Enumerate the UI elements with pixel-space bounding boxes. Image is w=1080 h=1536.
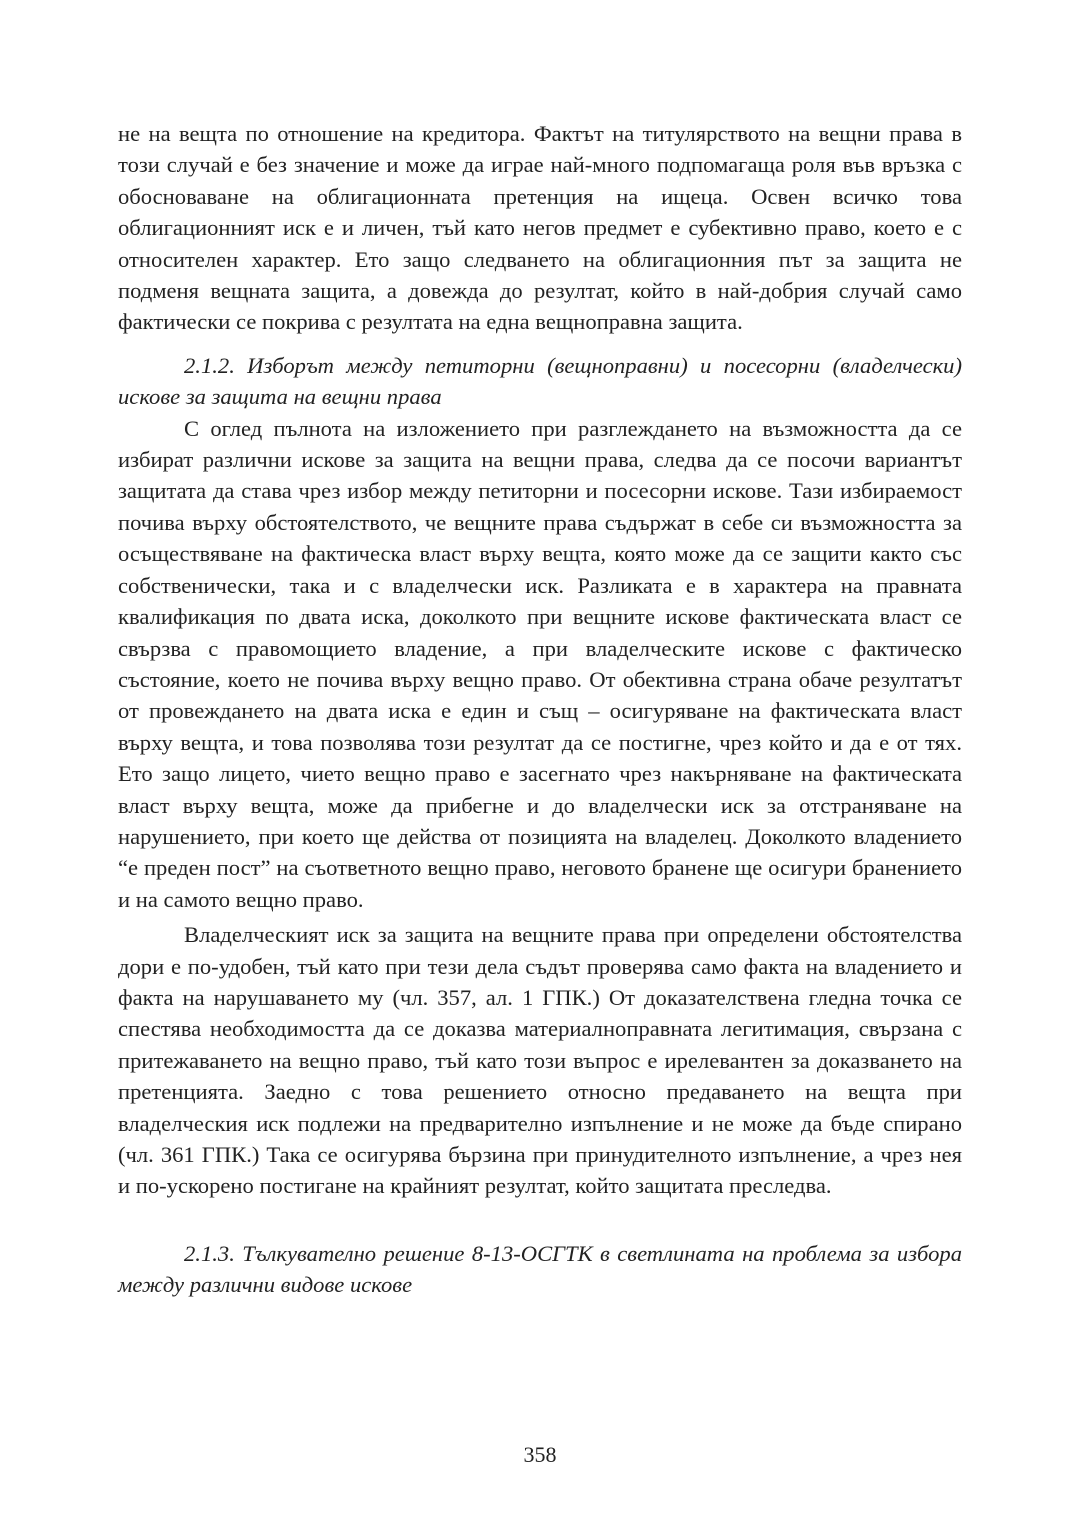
- page-body: [118, 118, 962, 1301]
- page-number: 358: [523, 1442, 557, 1467]
- body-paragraph: Владелческият иск за защита на вещните права при определени обстоятелства дори е по-удобен, тъй като при тези дела съдът проверява само факта на владението и факта на нарушаването му (чл. 357, ал. 1 ГПК.) От доказателствена гледна точка се спестява необходимостта да се доказва материалноправната легитимация, свързана с притежаването на вещно право, тъй като този въпрос е ирелевантен за доказването на претенцията. Заедно с това решението относно предаването на вещта при владелческия иск подлежи на предварително изпълнение и не може да бъде спирано (чл. 361 ГПК.) Така се осигурява бързина при принудителното изпълнение, а чрез нея и по-ускорено постигане на крайният резултат, който защитата преследва.: [118, 922, 962, 1199]
- section-heading: 2.1.2. Изборът между петиторни (вещноправни) и посесорни (владелчески) искове за защита на вещни права: [118, 352, 962, 410]
- section-heading: 2.1.3. Тълкувателно решение 8-13-ОСГТК в светлината на проблема за избора между различни видове искове: [118, 1240, 962, 1298]
- body-paragraph: С оглед пълнота на изложението при разглеждането на възможността да се избират различни искове за защита на вещни права, следва да се посочи вариантът защитата да става чрез избор между петиторни и посесорни искове. Тази избираемост почива върху обстоятелството, че вещните права съдържат в себе си възможността за осъществяване на фактическа власт върху вещта, която може да се защити както със собственически, така и с владелчески иск. Разликата е в характера на правната квалификация по двата иска, доколкото при вещните искове фактическата власт се свързва с правомощието владение, а при владелческите искове с фактическо състояние, което не почива върху вещно право. От обективна страна обаче резултатът от провеждането на двата иска е един и същ – осигуряване на фактическата власт върху вещта, и това позволява този резултат да се постигне, чрез който и да е от тях. Ето защо лицето, чието вещно право е засегнато чрез накърняване на фактическата власт върху вещта, може да прибегне и до владелчески иск за отстраняване на нарушението, при което ще действа от позицията на владелец. Доколкото владението “е преден пост” на съответното вещно право, неговото бранене ще осигури бранението и на самото вещно право.: [118, 415, 962, 912]
- body-paragraph: не на вещта по отношение на кредитора. Фактът на титулярството на вещни права в този случай е без значение и може да играе най-много подпомагаща роля във връзка с обосноваване на облигационната претенция на ищеца. Освен всичко това облигационният иск е и личен, тъй като негов предмет е субективно право, което е с относителен характер. Ето защо следването на облигационния път за защита не подменя вещната защита, а довежда до резултат, който в най-добрия случай само фактически се покрива с резултата на една вещноправна защита.: [118, 121, 962, 335]
